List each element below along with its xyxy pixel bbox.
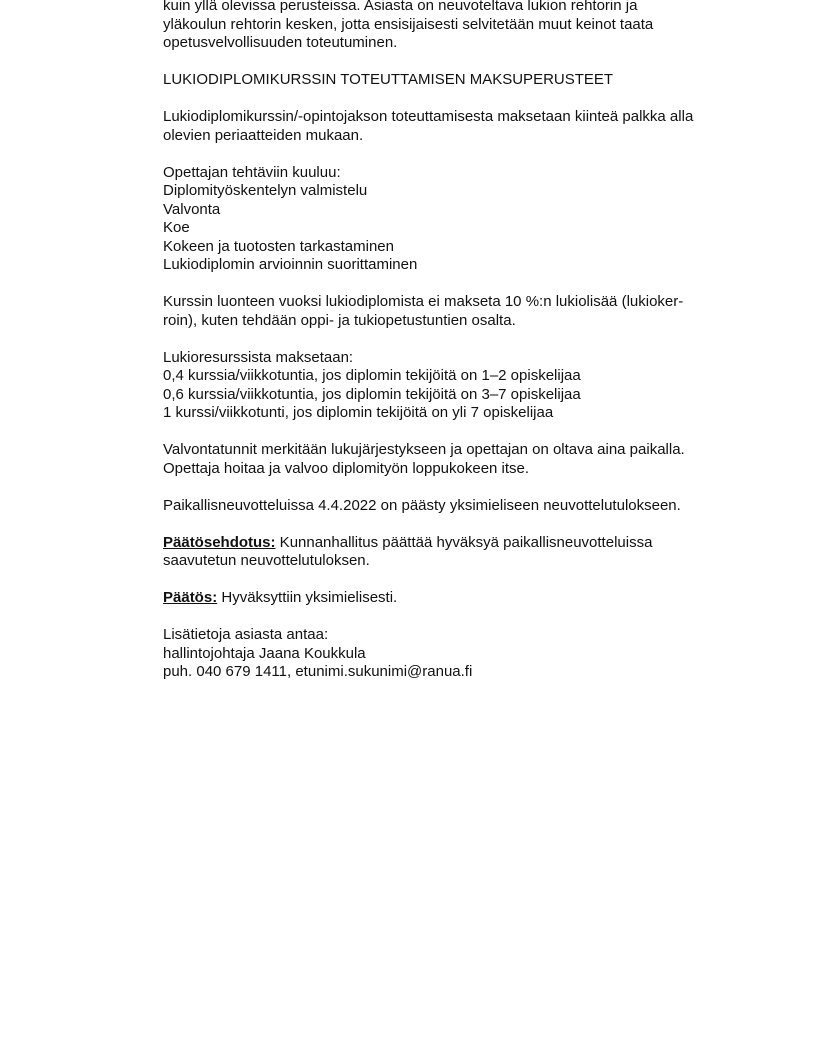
contact-person: hallintojohtaja Jaana Koukkula [163,644,366,662]
intro-line: kuin yllä olevissa perusteissa. Asiasta on neuvoteltava lukion rehtorin ja [163,0,638,14]
duty-item: Valvonta [163,200,221,218]
document-body [163,0,743,700]
duty-item: Diplomityöskentelyn valmistelu [163,182,368,199]
decision-text: Hyväksyttiin yksimielisesti. [217,589,398,606]
proposal-text: Kunnanhallitus päättää hyväksyä paikallisneuvotteluissa [275,533,653,551]
duty-item: Lukiodiplomin arvioinnin suorittaminen [163,256,418,273]
resource-item: 0,6 kurssia/viikkotuntia, jos diplomin tekijöitä on 3–7 opiskelijaa [163,385,581,403]
resource-item: 0,4 kurssia/viikkotuntia, jos diplomin tekijöitä on 1–2 opiskelijaa [163,367,581,384]
proposal-label: Päätösehdotus: [163,533,276,551]
duties-paragraph [163,164,743,275]
payment-line: olevien periaatteiden mukaan. [163,126,364,144]
contact-paragraph [163,626,743,682]
intro-line: yläkoulun rehtorin kesken, jotta ensisijaisesti selvitetään muut keinot taata [163,15,654,33]
proposal-paragraph [163,534,743,571]
intro-line: opetusvelvollisuuden toteutuminen. [163,34,398,51]
decision-paragraph [163,589,743,608]
duty-item: Kokeen ja tuotosten tarkastaminen [163,237,394,255]
resources-paragraph [163,349,743,423]
intro-paragraph [163,0,743,53]
payment-line: Lukiodiplomikurssin/-opintojakson toteuttamisesta maksetaan kiinteä palkka alla [163,108,694,125]
duty-item: Koe [163,219,190,236]
supervision-paragraph [163,441,743,478]
proposal-line [163,534,743,553]
supervision-line: Valvontatunnit merkitään lukujärjestykseen ja opettajan on oltava aina paikalla. [163,441,685,458]
nature-line: Kurssin luonteen vuoksi lukiodiplomista ei makseta 10 %:n lukiolisää (lukioker- [163,293,684,310]
contact-phone-email: puh. 040 679 1411, etunimi.sukunimi@ranua.fi [163,663,473,680]
resources-intro: Lukioresurssista maksetaan: [163,348,354,366]
duties-intro: Opettajan tehtäviin kuuluu: [163,163,341,181]
nature-paragraph [163,293,743,330]
supervision-line: Opettaja hoitaa ja valvoo diplomityön loppukokeen itse. [163,459,530,477]
resource-item: 1 kurssi/viikkotunti, jos diplomin tekijöitä on yli 7 opiskelijaa [163,404,554,421]
section-heading-text: LUKIODIPLOMIKURSSIN TOTEUTTAMISEN MAKSUPERUSTEET [163,71,614,88]
contact-intro: Lisätietoja asiasta antaa: [163,626,329,643]
negotiation-paragraph [163,497,743,516]
negotiation-line: Paikallisneuvotteluissa 4.4.2022 on päästy yksimieliseen neuvottelutulokseen. [163,496,681,514]
decision-line [163,589,743,608]
decision-label: Päätös: [163,589,218,606]
section-heading [163,71,743,90]
payment-paragraph [163,108,743,145]
proposal-line-2: saavutetun neuvottelutuloksen. [163,552,370,569]
nature-line: roin), kuten tehdään oppi- ja tukiopetustuntien osalta. [163,311,516,329]
